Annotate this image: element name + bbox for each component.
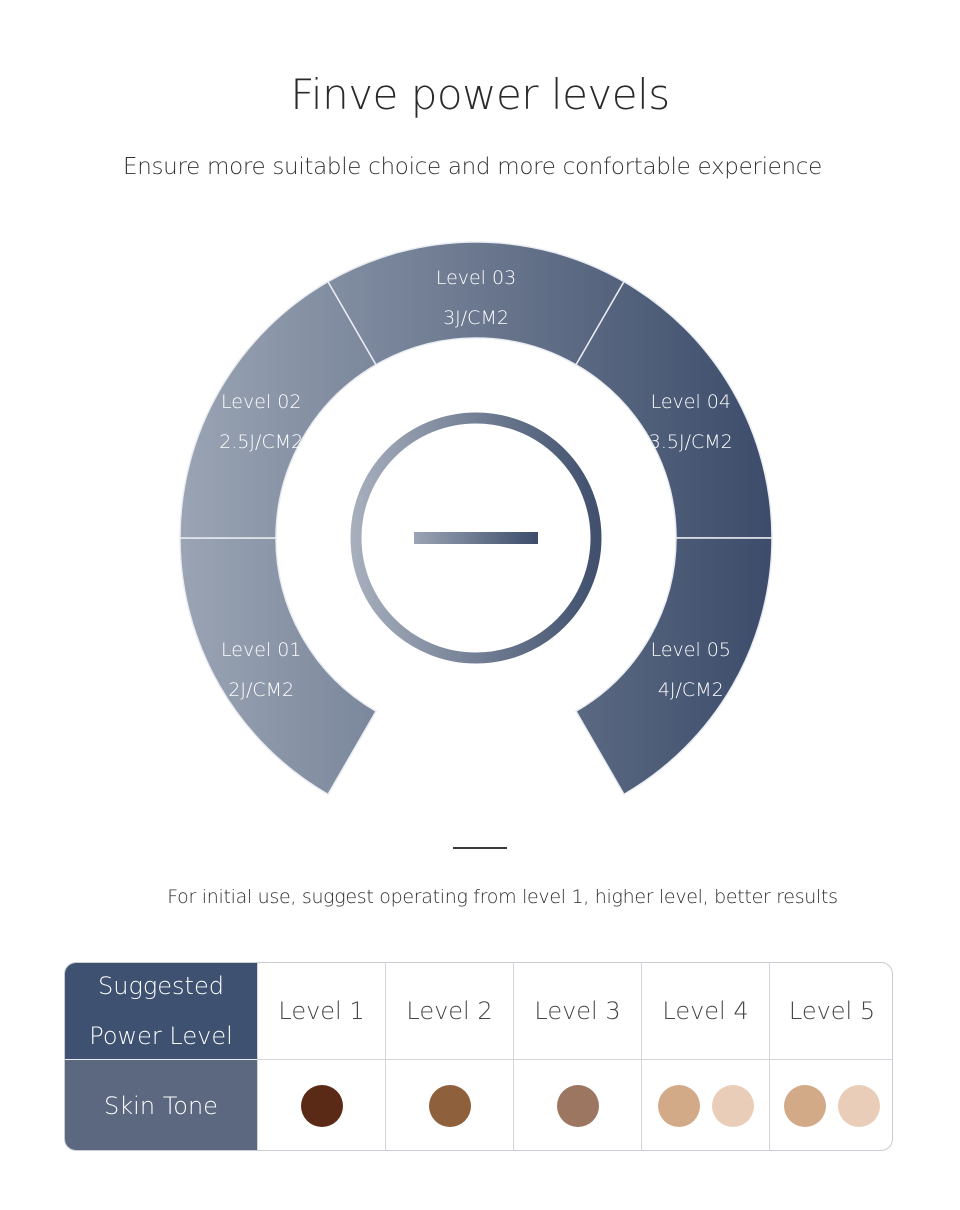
skin-tone-swatch <box>557 1085 599 1127</box>
usage-note: For initial use, suggest operating from level 1, higher level, better results <box>167 886 838 908</box>
skin-tone-table <box>64 962 893 1151</box>
dial-energy-label-1: 2J/CM2 <box>228 679 295 701</box>
skin-tone-header: Skin Tone <box>65 1060 257 1151</box>
dial-segment-1 <box>180 538 376 794</box>
skin-tone-swatch <box>784 1085 826 1127</box>
skin-tone-cell-1 <box>257 1060 385 1151</box>
skin-tone-swatch <box>429 1085 471 1127</box>
skin-tone-cell-5 <box>769 1060 893 1151</box>
page-subtitle: Ensure more suitable choice and more confortable experience <box>122 154 822 180</box>
minus-icon <box>414 532 538 544</box>
dial-energy-label-4: 3.5J/CM2 <box>648 431 733 453</box>
page-title: Finve power levels <box>290 70 670 119</box>
level-cell-5: Level 5 <box>769 963 893 1060</box>
dial-segment-3 <box>328 242 624 365</box>
skin-tone-cell-4 <box>641 1060 769 1151</box>
dial-energy-label-3: 3J/CM2 <box>443 307 509 329</box>
dial-level-label-3: Level 03 <box>435 267 517 289</box>
dial-level-label-5: Level 05 <box>650 639 731 661</box>
header-label-line2: Power Level <box>89 1022 233 1050</box>
level-cell-3: Level 3 <box>513 963 641 1060</box>
section-divider <box>453 847 507 849</box>
skin-tone-cell-3 <box>513 1060 641 1151</box>
dial-level-label-4: Level 04 <box>650 391 731 413</box>
skin-tone-swatch <box>712 1085 754 1127</box>
level-cell-4: Level 4 <box>641 963 769 1060</box>
skin-tone-swatch <box>301 1085 343 1127</box>
power-level-dial <box>0 200 960 820</box>
suggested-power-level-header <box>65 963 257 1060</box>
level-cell-2: Level 2 <box>385 963 513 1060</box>
dial-level-label-2: Level 02 <box>221 391 302 413</box>
dial-level-label-1: Level 01 <box>221 639 302 661</box>
dial-segment-5 <box>576 538 772 794</box>
skin-tone-cell-2 <box>385 1060 513 1151</box>
dial-energy-label-2: 2.5J/CM2 <box>219 431 304 453</box>
skin-tone-swatch <box>658 1085 700 1127</box>
header-label-line1: Suggested <box>98 972 224 1000</box>
dial-energy-label-5: 4J/CM2 <box>657 679 724 701</box>
level-cell-1: Level 1 <box>257 963 385 1060</box>
skin-tone-swatch <box>838 1085 880 1127</box>
